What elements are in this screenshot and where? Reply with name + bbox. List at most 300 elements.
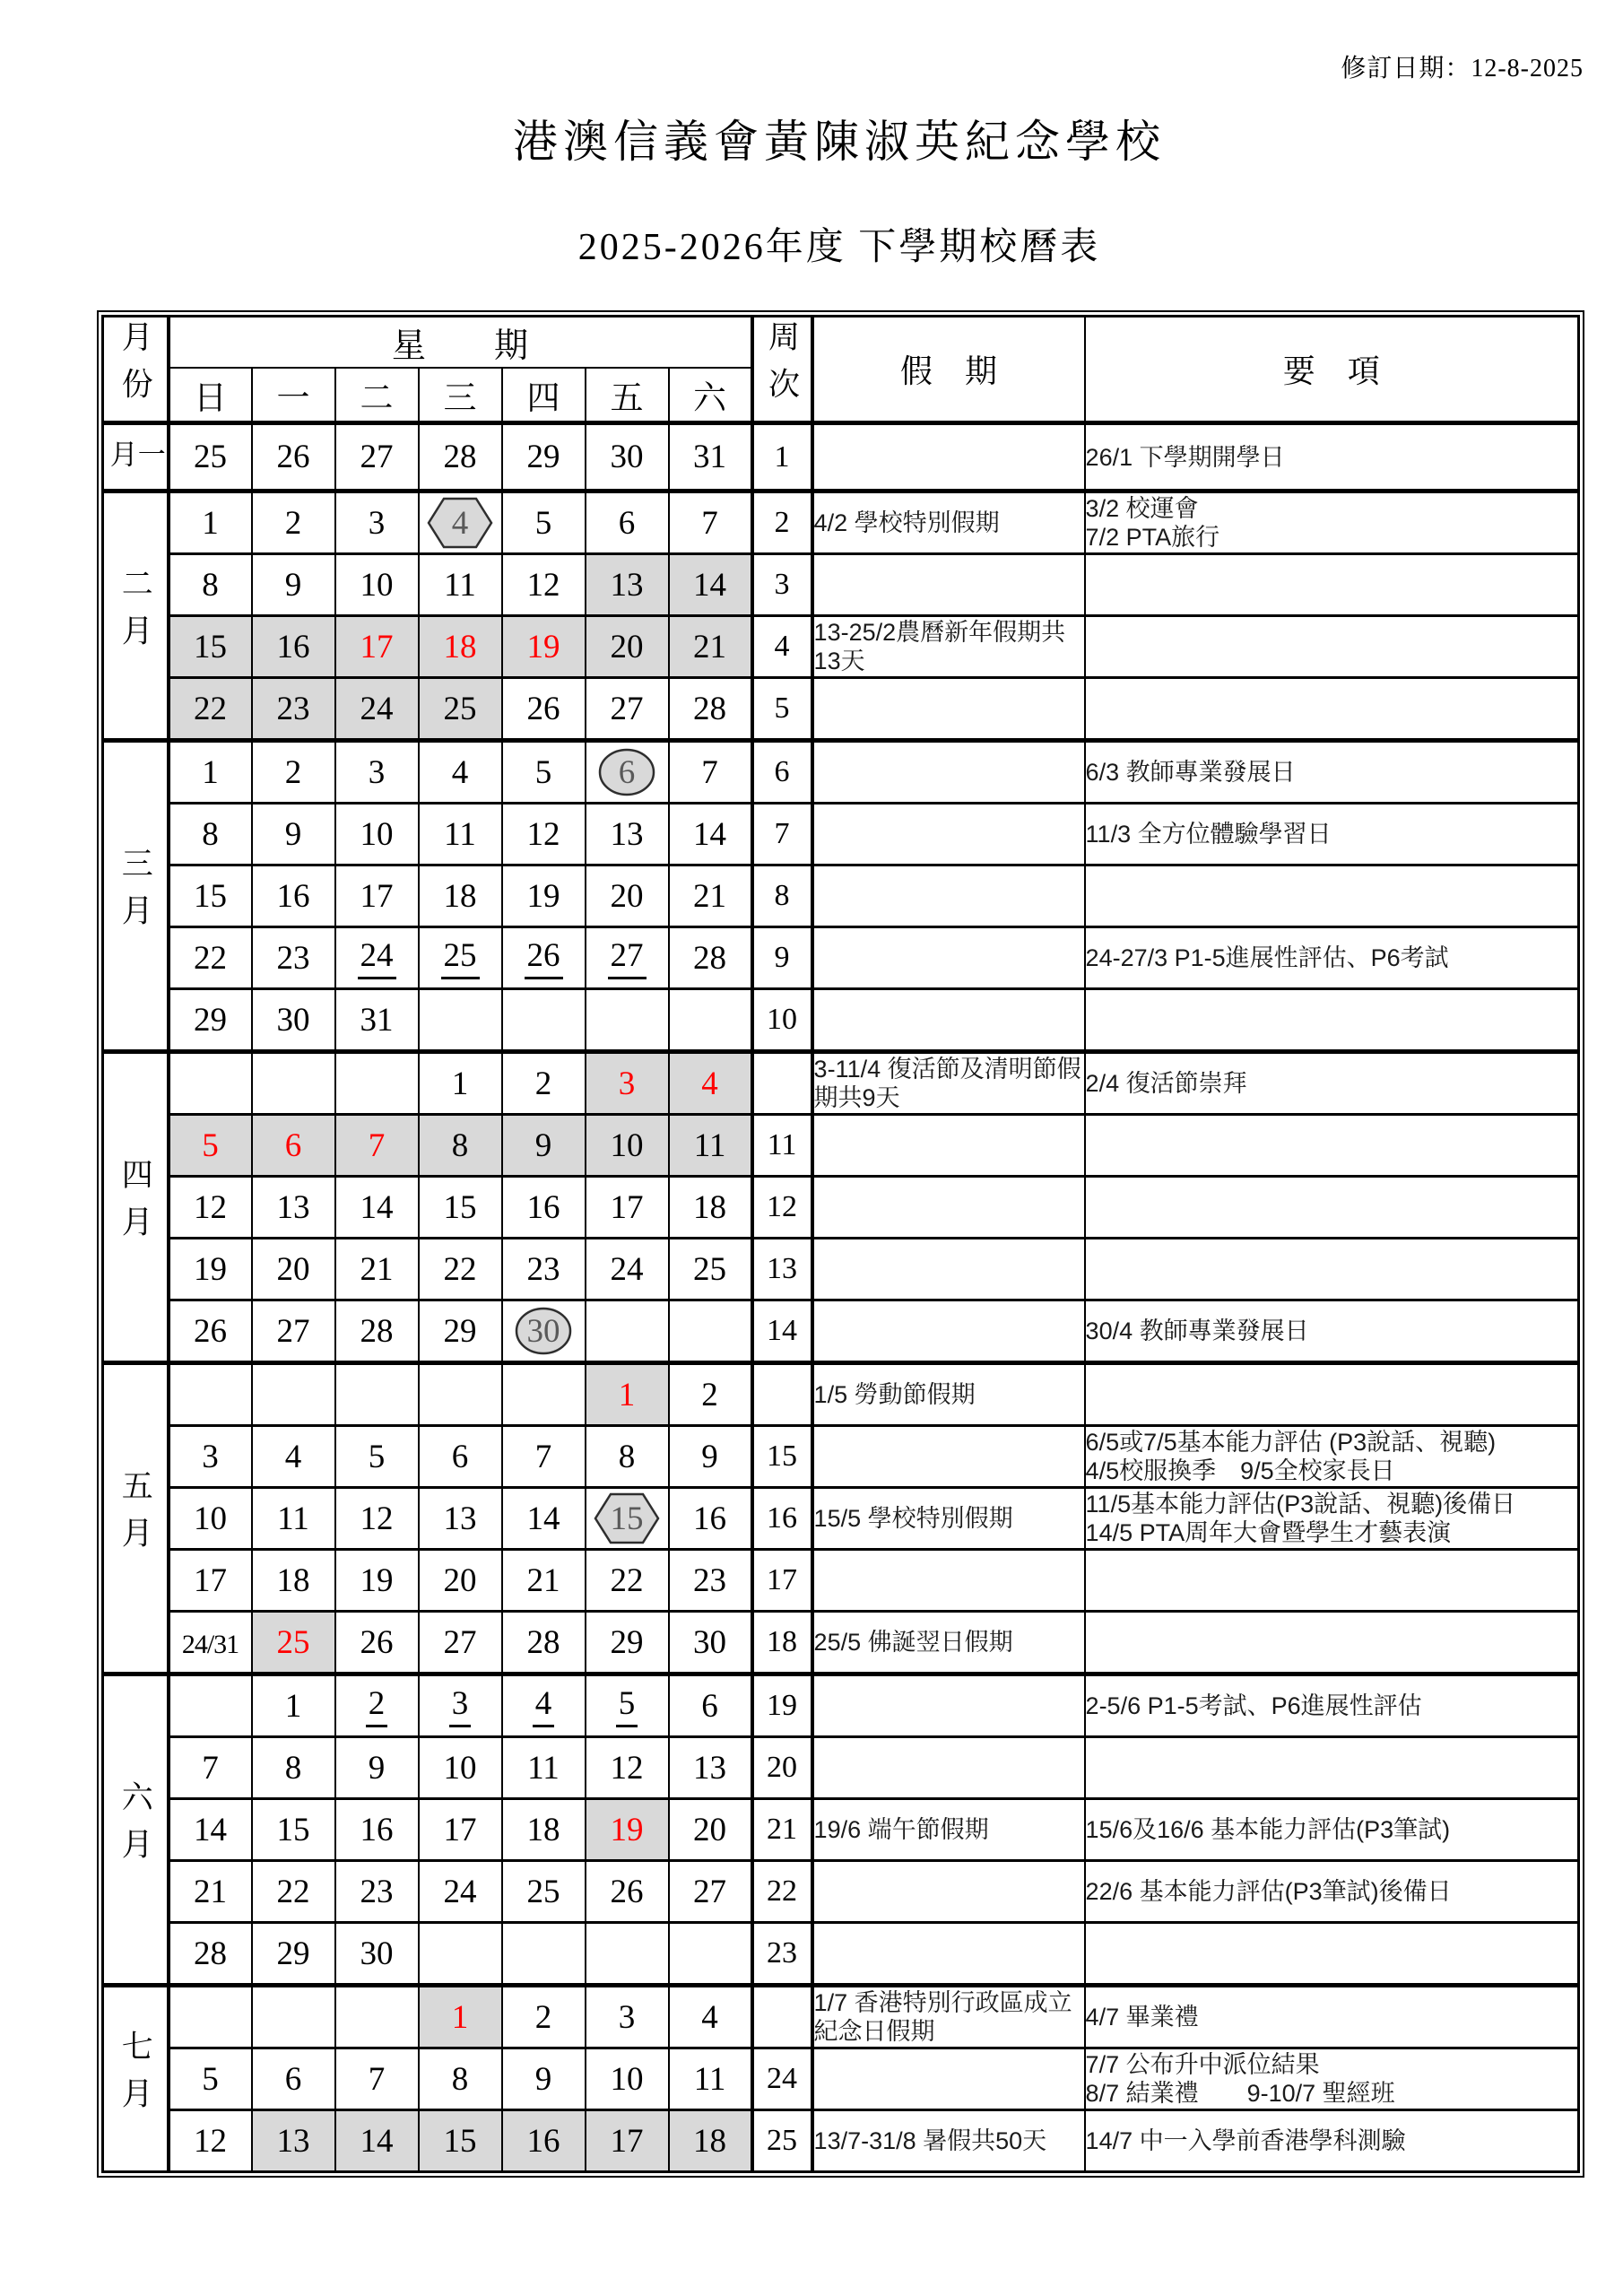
- day-number: 3: [368, 504, 386, 542]
- day-cell: [252, 1426, 335, 1488]
- day-cell: [502, 1052, 586, 1115]
- day-cell: [169, 2048, 252, 2110]
- day-cell: [252, 804, 335, 865]
- calendar-row: [103, 1115, 1579, 1177]
- header-week-number: [752, 317, 812, 423]
- notes-cell: [1085, 491, 1579, 554]
- day-cell: [669, 989, 752, 1052]
- day-cell: [169, 1986, 252, 2048]
- day-number: 5: [616, 1684, 638, 1727]
- school-name-title: 港澳信義會黃陳淑英紀念學校: [513, 117, 1166, 167]
- day-number: 13: [276, 1188, 310, 1226]
- day-number: 17: [610, 2122, 644, 2160]
- holiday-cell: [812, 1426, 1085, 1488]
- day-cell: [669, 1300, 752, 1363]
- day-number: 4: [284, 1438, 302, 1475]
- day-number: 22: [443, 1250, 477, 1288]
- day-cell: [169, 1300, 252, 1363]
- day-cell: [669, 2048, 752, 2110]
- day-number: 28: [360, 1312, 394, 1350]
- day-cell: [252, 1177, 335, 1239]
- day-cell: [669, 1426, 752, 1488]
- calendar-row: [103, 678, 1579, 741]
- day-cell: [669, 1737, 752, 1799]
- day-cell: [669, 491, 752, 554]
- day-cell: [419, 1612, 502, 1674]
- day-number: 6: [618, 504, 636, 542]
- day-number: 8: [202, 815, 219, 853]
- day-cell: [335, 989, 419, 1052]
- day-cell: [252, 1488, 335, 1550]
- day-number: 16: [526, 2122, 560, 2160]
- day-cell: [252, 1239, 335, 1300]
- day-number: 7: [534, 1438, 552, 1475]
- calendar-row: [103, 1550, 1579, 1612]
- day-number: 31: [693, 439, 727, 475]
- day-cell: [252, 678, 335, 741]
- day-cell: [502, 616, 586, 678]
- day-cell: [669, 1177, 752, 1239]
- day-cell: [502, 927, 586, 989]
- holiday-cell: [812, 554, 1085, 616]
- day-number: 4: [701, 1065, 718, 1102]
- day-cell: [335, 741, 419, 804]
- day-cell: [169, 1426, 252, 1488]
- calendar-row: [103, 1612, 1579, 1674]
- day-number: 27: [360, 439, 394, 475]
- calendar-row: [103, 491, 1579, 554]
- notes-cell: [1085, 1986, 1579, 2048]
- day-number: 11: [444, 566, 476, 604]
- day-cell: [669, 1861, 752, 1923]
- day-number: 24: [360, 690, 394, 727]
- day-cell: [502, 2110, 586, 2172]
- day-cell: [586, 1300, 669, 1363]
- day-cell: [419, 1861, 502, 1923]
- day-cell: [335, 865, 419, 927]
- day-cell: [419, 741, 502, 804]
- day-cell: [169, 678, 252, 741]
- holiday-cell: 1/5 勞動節假期: [812, 1363, 1085, 1426]
- holiday-cell: [812, 927, 1085, 989]
- week-number-cell: [752, 1052, 812, 1115]
- notes-cell: [1085, 1115, 1579, 1177]
- day-cell: [669, 1488, 752, 1550]
- month-label: [103, 741, 169, 1052]
- day-cell: [169, 1861, 252, 1923]
- day-cell: [669, 1799, 752, 1861]
- day-number: 16: [276, 628, 310, 665]
- day-cell: [335, 1986, 419, 2048]
- day-number: 20: [443, 1561, 477, 1599]
- header-month-label: 月份: [117, 319, 153, 414]
- day-cell: [169, 616, 252, 678]
- month-label: [103, 491, 169, 741]
- day-cell: [335, 927, 419, 989]
- day-cell: [335, 491, 419, 554]
- note-line: 26/1 下學期開學日: [1085, 443, 1285, 471]
- day-cell: [419, 1923, 502, 1986]
- note-line: 15/6及16/6 基本能力評估(P3筆試): [1085, 1816, 1451, 1843]
- day-cell: [169, 423, 252, 491]
- day-number: 18: [276, 1561, 310, 1599]
- day-number: 14: [360, 2122, 394, 2160]
- day-cell: [169, 1923, 252, 1986]
- holiday-cell: 3-11/4 復活節及清明節假期共9天: [812, 1052, 1085, 1115]
- day-number: 1: [618, 1376, 636, 1413]
- day-number: 11: [444, 815, 476, 853]
- day-cell: [252, 1799, 335, 1861]
- calendar-row: [103, 1363, 1579, 1426]
- calendar-row: [103, 1488, 1579, 1550]
- day-cell: [419, 1177, 502, 1239]
- day-number: 4: [451, 753, 469, 791]
- calendar-row: [103, 989, 1579, 1052]
- day-number: 3: [202, 1438, 219, 1475]
- day-cell: [669, 2110, 752, 2172]
- day-number: 15: [443, 2122, 477, 2160]
- holiday-cell: [812, 1300, 1085, 1363]
- day-cell: [419, 491, 502, 554]
- day-number: 18: [443, 877, 477, 915]
- note-line: 24-27/3 P1-5進展性評估、P6考試: [1085, 944, 1449, 971]
- day-cell: [335, 554, 419, 616]
- header-day-mon: 一: [252, 368, 335, 423]
- day-cell: [169, 1363, 252, 1426]
- day-cell: [419, 1986, 502, 2048]
- day-number: 1: [451, 1065, 469, 1102]
- day-cell: [586, 1550, 669, 1612]
- day-number: 9: [701, 1438, 718, 1475]
- day-number: 22: [194, 690, 227, 727]
- day-cell: [586, 423, 669, 491]
- day-number: 12: [526, 815, 560, 853]
- day-number: 7: [368, 1126, 386, 1164]
- month-label-text: 一月: [105, 439, 165, 470]
- day-cell: [586, 678, 669, 741]
- day-number: 12: [360, 1500, 394, 1537]
- note-line: 22/6 基本能力評估(P3筆試)後備日: [1085, 1878, 1452, 1905]
- day-number: 21: [360, 1250, 394, 1288]
- week-number-cell: [752, 1363, 812, 1426]
- day-number: 9: [284, 815, 302, 853]
- day-cell: [335, 1052, 419, 1115]
- holiday-cell: 25/5 佛誕翌日假期: [812, 1612, 1085, 1674]
- day-cell: [669, 423, 752, 491]
- day-cell: [419, 616, 502, 678]
- notes-cell: [1085, 1488, 1579, 1550]
- day-cell: [252, 1986, 335, 2048]
- day-cell: [169, 1737, 252, 1799]
- holiday-cell: [812, 1737, 1085, 1799]
- day-number: 9: [534, 2060, 552, 2098]
- calendar-body: [103, 423, 1579, 2172]
- holiday-cell: [812, 1550, 1085, 1612]
- day-number: 14: [693, 815, 727, 853]
- day-number: 11: [527, 1749, 560, 1787]
- day-cell: [502, 741, 586, 804]
- day-cell: [419, 2110, 502, 2172]
- day-number: 6: [284, 2060, 302, 2098]
- day-cell: [669, 1923, 752, 1986]
- day-number: 29: [194, 1001, 227, 1039]
- day-cell: [419, 1488, 502, 1550]
- day-cell: [669, 1674, 752, 1737]
- calendar-row: [103, 1052, 1579, 1115]
- notes-cell: [1085, 1923, 1579, 1986]
- calendar-row: [103, 1923, 1579, 1986]
- day-number: 30: [693, 1623, 727, 1661]
- day-cell: [252, 1861, 335, 1923]
- day-cell: [586, 804, 669, 865]
- day-cell: [669, 1115, 752, 1177]
- header-day-fri: 五: [586, 368, 669, 423]
- day-number: 3: [618, 1065, 636, 1102]
- day-number: 24: [443, 1873, 477, 1910]
- note-line: 11/5基本能力評估(P3說話、視聽)後備日: [1085, 1491, 1516, 1518]
- day-cell: [169, 741, 252, 804]
- day-cell: [419, 927, 502, 989]
- day-cell: [502, 678, 586, 741]
- holiday-cell: [812, 1923, 1085, 1986]
- day-number: 6: [618, 753, 636, 791]
- day-number: 13: [693, 1749, 727, 1787]
- day-number: 18: [443, 628, 477, 665]
- table-header-row-top: [103, 317, 1579, 369]
- day-number: 15: [194, 628, 227, 665]
- day-cell: [586, 1923, 669, 1986]
- day-number: 25: [276, 1623, 310, 1661]
- notes-cell: [1085, 1426, 1579, 1488]
- holiday-cell: [812, 678, 1085, 741]
- note-line: 2-5/6 P1-5考試、P6進展性評估: [1085, 1692, 1422, 1719]
- header-notes: 要 項: [1085, 317, 1579, 423]
- note-line: 7/7 公布升中派位結果: [1085, 2051, 1320, 2078]
- day-number: 10: [443, 1749, 477, 1787]
- day-number: 10: [360, 566, 394, 604]
- day-number: 11: [693, 1126, 726, 1164]
- day-cell: [502, 1177, 586, 1239]
- day-number: 25: [693, 1250, 727, 1288]
- note-line: 6/5或7/5基本能力評估 (P3說話、視聽): [1085, 1429, 1497, 1456]
- calendar-row: [103, 1861, 1579, 1923]
- holiday-cell: [812, 1177, 1085, 1239]
- notes-cell: [1085, 1363, 1579, 1426]
- holiday-cell: 13-25/2農曆新年假期共13天: [812, 616, 1085, 678]
- week-number-cell: 5: [752, 678, 812, 741]
- day-cell: [502, 1799, 586, 1861]
- day-cell: [669, 804, 752, 865]
- week-number-cell: [752, 1986, 812, 2048]
- month-label-text: 六月: [117, 1780, 153, 1874]
- calendar-row: [103, 741, 1579, 804]
- day-cell: [169, 1674, 252, 1737]
- day-number: 20: [693, 1811, 727, 1848]
- header-month: [103, 317, 169, 423]
- header-day-wed: 三: [419, 368, 502, 423]
- day-cell: [502, 1426, 586, 1488]
- day-cell: [252, 1363, 335, 1426]
- day-number: 11: [277, 1500, 309, 1537]
- day-number: 10: [610, 2060, 644, 2098]
- day-cell: [169, 1052, 252, 1115]
- notes-cell: [1085, 554, 1579, 616]
- day-number: 7: [202, 1749, 219, 1787]
- day-cell: [252, 423, 335, 491]
- day-cell: [502, 1550, 586, 1612]
- day-number: 30: [526, 1312, 560, 1350]
- day-number: 25: [526, 1873, 560, 1910]
- day-cell: [586, 1363, 669, 1426]
- day-cell: [252, 2048, 335, 2110]
- day-cell: [419, 678, 502, 741]
- day-number: 28: [443, 439, 477, 475]
- day-cell: [335, 1550, 419, 1612]
- day-number: 20: [610, 628, 644, 665]
- day-cell: [419, 1674, 502, 1737]
- day-cell: [586, 1861, 669, 1923]
- page-header: [97, 0, 1582, 271]
- day-cell: [586, 554, 669, 616]
- day-cell: [419, 2048, 502, 2110]
- calendar-row: [103, 1986, 1579, 2048]
- note-line: 4/7 畢業禮: [1085, 2004, 1199, 2031]
- calendar-subtitle: 2025-2026年度 下學期校曆表: [577, 227, 1101, 268]
- day-cell: [502, 989, 586, 1052]
- month-label: [103, 1674, 169, 1986]
- note-line: 6/3 教師專業發展日: [1085, 759, 1296, 786]
- day-cell: [502, 1363, 586, 1426]
- day-number: 17: [360, 628, 394, 665]
- day-cell: [502, 1612, 586, 1674]
- day-cell: [586, 1239, 669, 1300]
- day-cell: [252, 989, 335, 1052]
- day-cell: [586, 1674, 669, 1737]
- day-cell: [586, 1488, 669, 1550]
- day-number: 18: [693, 1188, 727, 1226]
- week-number-cell: 25: [752, 2110, 812, 2172]
- day-cell: [669, 1239, 752, 1300]
- day-cell: [169, 1115, 252, 1177]
- day-number: 26: [194, 1312, 227, 1350]
- day-number: 26: [525, 936, 563, 979]
- day-number: 27: [608, 936, 647, 979]
- day-cell: [252, 554, 335, 616]
- day-number: 31: [360, 1001, 394, 1039]
- header-day-sat: 六: [669, 368, 752, 423]
- day-cell: [335, 1177, 419, 1239]
- day-cell: [335, 1239, 419, 1300]
- day-cell: [252, 865, 335, 927]
- day-number: 28: [194, 1935, 227, 1972]
- holiday-cell: 15/5 學校特別假期: [812, 1488, 1085, 1550]
- day-number: 28: [693, 690, 727, 727]
- day-cell: [586, 1426, 669, 1488]
- notes-cell: [1085, 1799, 1579, 1861]
- day-cell: [252, 2110, 335, 2172]
- week-number-cell: 13: [752, 1239, 812, 1300]
- day-number: 16: [360, 1811, 394, 1848]
- note-line: 14/5 PTA周年大會暨學生才藝表演: [1085, 1519, 1452, 1546]
- week-number-cell: 14: [752, 1300, 812, 1363]
- notes-cell: [1085, 1737, 1579, 1799]
- calendar-row: [103, 927, 1579, 989]
- day-cell: [586, 491, 669, 554]
- day-cell: [169, 1550, 252, 1612]
- day-number: 25: [441, 936, 480, 979]
- day-number: 27: [693, 1873, 727, 1910]
- notes-cell: [1085, 616, 1579, 678]
- day-number: 20: [276, 1250, 310, 1288]
- day-number: 3: [449, 1684, 472, 1727]
- calendar-row: [103, 1426, 1579, 1488]
- day-cell: [586, 1737, 669, 1799]
- day-number: 24: [610, 1250, 644, 1288]
- note-line: 14/7 中一入學前香港學科測驗: [1085, 2127, 1406, 2154]
- day-cell: [252, 1737, 335, 1799]
- day-cell: [419, 423, 502, 491]
- month-label-text: 七月: [117, 2030, 153, 2124]
- month-label: [103, 1052, 169, 1363]
- day-number: 17: [610, 1188, 644, 1226]
- holiday-cell: [812, 741, 1085, 804]
- day-cell: [419, 865, 502, 927]
- month-label: [103, 423, 169, 491]
- day-number: 6: [451, 1438, 469, 1475]
- week-number-cell: 20: [752, 1737, 812, 1799]
- notes-cell: [1085, 423, 1579, 491]
- day-cell: [669, 1052, 752, 1115]
- day-cell: [335, 423, 419, 491]
- day-number: 9: [284, 566, 302, 604]
- day-number: 21: [693, 877, 727, 915]
- day-cell: [169, 1799, 252, 1861]
- calendar-row: [103, 1799, 1579, 1861]
- day-number: 10: [610, 1126, 644, 1164]
- note-line: 2/4 復活節崇拜: [1085, 1070, 1247, 1097]
- day-number: 15: [443, 1188, 477, 1226]
- day-cell: [252, 1300, 335, 1363]
- day-number: 7: [701, 753, 718, 791]
- day-number: 8: [618, 1438, 636, 1475]
- day-cell: [419, 1799, 502, 1861]
- day-number: 29: [443, 1312, 477, 1350]
- day-number: 29: [610, 1623, 644, 1661]
- day-cell: [335, 678, 419, 741]
- notes-cell: [1085, 2048, 1579, 2110]
- revision-date: 修訂日期：12-8-2025: [1341, 55, 1584, 83]
- holiday-cell: [812, 804, 1085, 865]
- notes-cell: [1085, 865, 1579, 927]
- day-cell: [502, 554, 586, 616]
- day-number: 6: [284, 1126, 302, 1164]
- day-cell: [419, 989, 502, 1052]
- day-number: 23: [276, 939, 310, 977]
- day-number: 3: [368, 753, 386, 791]
- week-number-cell: 21: [752, 1799, 812, 1861]
- day-cell: [419, 554, 502, 616]
- day-number: 17: [360, 877, 394, 915]
- notes-cell: [1085, 2110, 1579, 2172]
- day-number: 7: [701, 504, 718, 542]
- day-cell: [335, 1799, 419, 1861]
- holiday-cell: 13/7-31/8 暑假共50天: [812, 2110, 1085, 2172]
- day-cell: [335, 1363, 419, 1426]
- week-number-cell: 17: [752, 1550, 812, 1612]
- day-number: 29: [276, 1935, 310, 1972]
- day-cell: [169, 554, 252, 616]
- day-number: 26: [610, 1873, 644, 1910]
